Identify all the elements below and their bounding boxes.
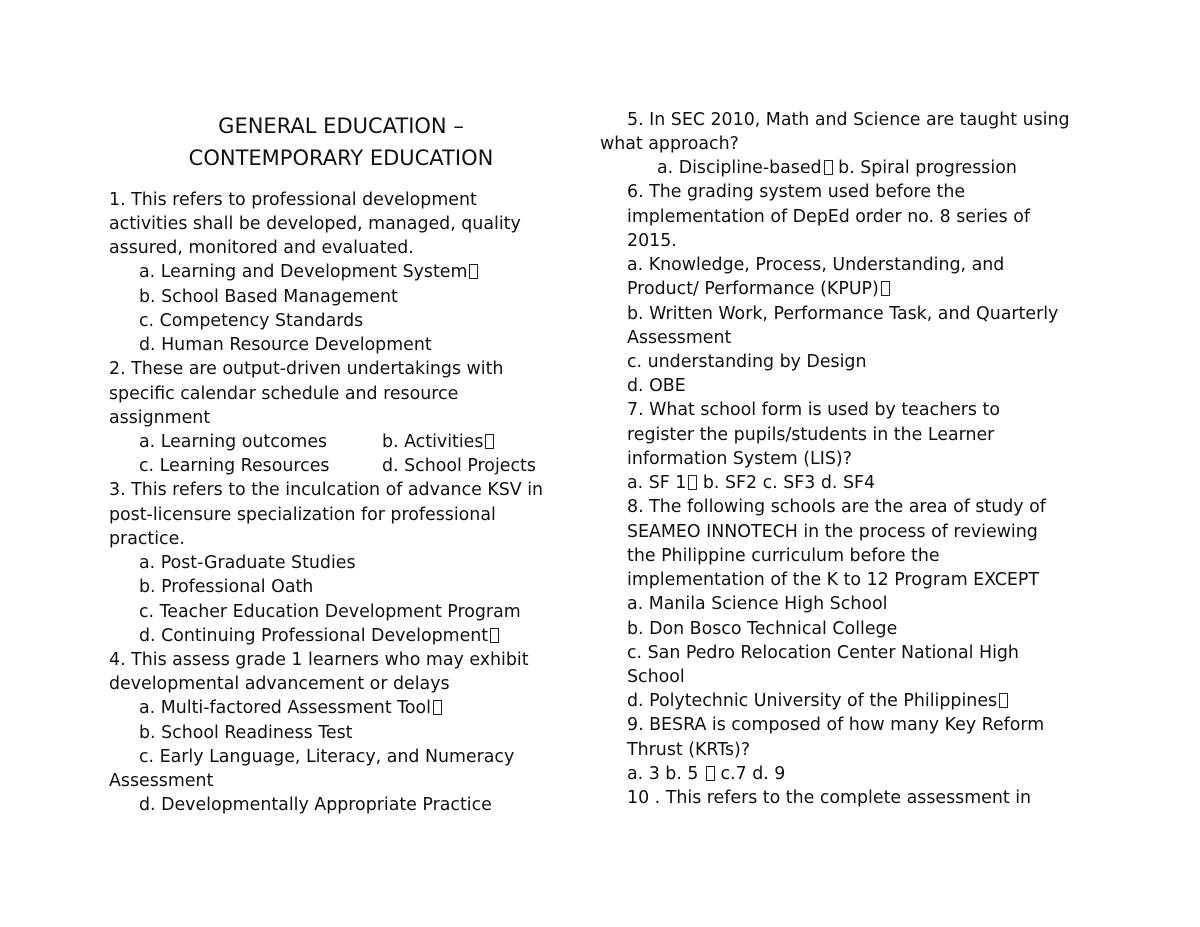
q7-stem-2: register the pupils/students in the Learner — [627, 425, 995, 445]
q3-option-c: c. Teacher Education Development Program — [139, 602, 521, 622]
q8-option-a: a. Manila Science High School — [627, 594, 888, 614]
q4-option-c-line-2: Assessment — [109, 771, 214, 791]
q3-stem-1: 3. This refers to the inculcation of advance KSV in — [109, 480, 544, 500]
q9-stem-1: 9. BESRA is composed of how many Key Reform — [627, 715, 1045, 735]
answer-mark-icon — [881, 281, 890, 296]
q4-stem-2: developmental advancement or delays — [109, 674, 450, 694]
q7-stem-1: 7. What school form is used by teachers to — [627, 400, 1000, 420]
q3-stem-3: practice. — [109, 529, 185, 549]
q1-option-a: a. Learning and Development System — [109, 260, 478, 284]
q8-option-c-line-1: c. San Pedro Relocation Center National High — [627, 643, 1019, 663]
q10-stem-1: 10 . This refers to the complete assessment in — [627, 788, 1032, 808]
q6-option-b-line-2: Assessment — [627, 328, 732, 348]
answer-mark-icon — [999, 693, 1008, 708]
q4-option-d: d. Developmentally Appropriate Practice — [139, 795, 492, 815]
title-line-2: CONTEMPORARY EDUCATION — [188, 146, 494, 170]
q8-option-d: d. Polytechnic University of the Philippines — [627, 689, 1008, 713]
q2-options-row-1 — [109, 430, 579, 454]
q1-stem-3: assured, monitored and evaluated. — [109, 238, 414, 258]
q8-stem-1: 8. The following schools are the area of study of — [627, 497, 1046, 517]
q4-stem-1: 4. This assess grade 1 learners who may exhibit — [109, 650, 529, 670]
answer-mark-icon — [824, 160, 833, 175]
q2-option-b: b. Activities — [382, 430, 494, 454]
q6-option-a-line-1: a. Knowledge, Process, Understanding, and — [627, 255, 1005, 275]
q1-option-b: b. School Based Management — [139, 287, 398, 307]
q4-option-b: b. School Readiness Test — [139, 723, 353, 743]
q5-stem-1: 5. In SEC 2010, Math and Science are taught using — [627, 110, 1070, 130]
q6-option-c: c. understanding by Design — [627, 352, 867, 372]
q9-stem-2: Thrust (KRTs)? — [627, 740, 751, 760]
q8-stem-2: SEAMEO INNOTECH in the process of reviewing — [627, 522, 1038, 542]
answer-mark-icon — [485, 434, 494, 449]
q2-stem-3: assignment — [109, 408, 211, 428]
q3-option-b: b. Professional Oath — [139, 577, 314, 597]
q8-stem-3: the Philippine curriculum before the — [627, 546, 940, 566]
q6-stem-1: 6. The grading system used before the — [627, 182, 966, 202]
q5-option-a: a. Discipline-based — [657, 158, 822, 178]
q6-option-d: d. OBE — [627, 376, 686, 396]
title-line-1: GENERAL EDUCATION – — [218, 114, 464, 138]
answer-mark-icon — [490, 628, 499, 643]
q9-options-rest: c.7 d. 9 — [715, 764, 786, 784]
q5-stem-2: what approach? — [600, 134, 739, 154]
q2-options-row-2 — [109, 454, 579, 478]
q8-option-c-line-2: School — [627, 667, 685, 687]
q8-stem-4: implementation of the K to 12 Program EXCEPT — [627, 570, 1040, 590]
q7-option-a: a. SF 1 — [627, 473, 687, 493]
q2-option-a: a. Learning outcomes — [139, 432, 328, 452]
q6-stem-2: implementation of DepEd order no. 8 series of — [627, 207, 1030, 227]
q3-option-d: d. Continuing Professional Development — [109, 624, 499, 648]
q5-option-b: b. Spiral progression — [838, 158, 1017, 178]
q9-options — [627, 762, 785, 786]
q2-option-d: d. School Projects — [382, 456, 536, 476]
q4-option-a: a. Multi-factored Assessment Tool — [109, 696, 442, 720]
q2-stem-2: specific calendar schedule and resource — [109, 384, 459, 404]
q1-stem-1: 1. This refers to professional development — [109, 190, 477, 210]
q2-stem-1: 2. These are output-driven undertakings with — [109, 359, 504, 379]
answer-mark-icon — [688, 475, 697, 490]
answer-mark-icon — [706, 766, 715, 781]
answer-mark-icon — [433, 700, 442, 715]
q8-option-b: b. Don Bosco Technical College — [627, 619, 898, 639]
page-title — [109, 110, 573, 174]
q1-option-d: d. Human Resource Development — [139, 335, 432, 355]
q3-stem-2: post-licensure specialization for professional — [109, 505, 496, 525]
q3-option-a: a. Post-Graduate Studies — [139, 553, 356, 573]
q6-option-a-line-2: Product/ Performance (KPUP) — [627, 277, 890, 301]
q6-option-b-line-1: b. Written Work, Performance Task, and Quarterly — [627, 304, 1059, 324]
q7-stem-3: information System (LIS)? — [627, 449, 852, 469]
q1-stem-2: activities shall be developed, managed, quality — [109, 214, 521, 234]
answer-mark-icon — [469, 264, 478, 279]
q5-options — [627, 156, 1017, 180]
q7-options-rest: b. SF2 c. SF3 d. SF4 — [697, 473, 876, 493]
q2-option-c: c. Learning Resources — [139, 456, 330, 476]
q4-option-c-line-1: c. Early Language, Literacy, and Numeracy — [139, 747, 515, 767]
q6-stem-3: 2015. — [627, 231, 677, 251]
q7-options — [627, 471, 875, 495]
q9-options-first: a. 3 b. 5 — [627, 764, 704, 784]
q1-option-c: c. Competency Standards — [139, 311, 364, 331]
